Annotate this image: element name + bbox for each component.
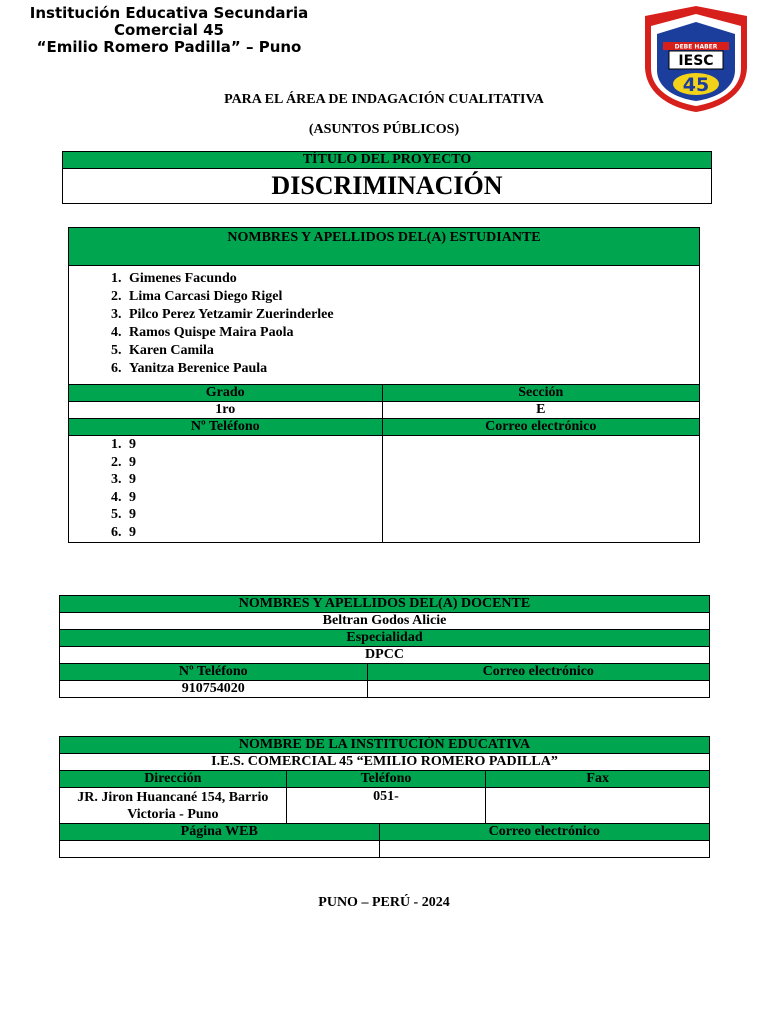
students-list <box>73 270 695 378</box>
teacher-email-label: Correo electrónico <box>367 664 709 681</box>
fax-value <box>486 788 710 824</box>
svg-text:45: 45 <box>682 74 710 96</box>
web-label: Página WEB <box>60 824 380 841</box>
area-title: PARA EL ÁREA DE INDAGACIÓN CUALITATIVA <box>224 92 544 107</box>
student-name: 3. Pilco Perez Yetzamir Zuerinderlee <box>125 306 695 324</box>
institution-header-line1: Institución Educativa Secundaria <box>29 5 309 22</box>
student-phone: 6. 9 <box>125 524 378 542</box>
institution-phone-value: 051- <box>286 788 486 824</box>
student-phones-list <box>73 436 378 542</box>
institution-header-line2: Comercial 45 <box>114 21 224 39</box>
student-phone: 3. 9 <box>125 471 378 489</box>
section-label: Sección <box>382 385 700 402</box>
grade-label: Grado <box>69 385 383 402</box>
student-phone-label: Nº Teléfono <box>69 419 383 436</box>
student-phone: 5. 9 <box>125 506 378 524</box>
teacher-table <box>59 595 710 698</box>
institution-table <box>59 736 710 858</box>
address-value: JR. Jiron Huancané 154, Barrio Victoria - Puno <box>60 788 287 824</box>
address-label: Dirección <box>60 771 287 788</box>
student-emails-cell <box>382 436 700 543</box>
student-phone: 1. 9 <box>125 436 378 454</box>
institution-name: I.E.S. COMERCIAL 45 “EMILIO ROMERO PADILLA” <box>60 754 710 771</box>
student-name: 2. Lima Carcasi Diego Rigel <box>125 288 695 306</box>
footer: PUNO – PERÚ - 2024 <box>318 895 450 910</box>
student-phones-cell <box>69 436 383 543</box>
svg-text:DEBE HABER: DEBE HABER <box>674 43 718 51</box>
institution-email-value <box>379 841 709 858</box>
students-list-cell <box>69 266 700 385</box>
fax-label: Fax <box>486 771 710 788</box>
institution-header-line3: “Emilio Romero Padilla” – Puno <box>36 38 302 55</box>
institution-phone-label: Teléfono <box>286 771 486 788</box>
student-name: 5. Karen Camila <box>125 342 695 360</box>
students-header: NOMBRES Y APELLIDOS DEL(A) ESTUDIANTE <box>69 228 700 266</box>
institution-email-label: Correo electrónico <box>379 824 709 841</box>
teacher-header: NOMBRES Y APELLIDOS DEL(A) DOCENTE <box>60 596 710 613</box>
specialty-label: Especialidad <box>60 630 710 647</box>
student-email-label: Correo electrónico <box>382 419 700 436</box>
project-table <box>62 151 712 204</box>
area-subtitle: (ASUNTOS PÚBLICOS) <box>308 122 460 137</box>
student-phone: 2. 9 <box>125 454 378 472</box>
project-label: TÍTULO DEL PROYECTO <box>63 152 712 169</box>
student-name: 1. Gimenes Facundo <box>125 270 695 288</box>
svg-text:IESC: IESC <box>678 53 714 69</box>
web-value <box>60 841 380 858</box>
student-name: 6. Yanitza Berenice Paula <box>125 360 695 378</box>
teacher-name: Beltran Godos Alicie <box>60 613 710 630</box>
students-table <box>68 227 700 543</box>
specialty-value: DPCC <box>60 647 710 664</box>
institution-header <box>8 5 330 55</box>
teacher-phone-label: Nº Teléfono <box>60 664 368 681</box>
project-title: DISCRIMINACIÓN <box>63 169 712 204</box>
section-value: E <box>382 402 700 419</box>
institution-header: NOMBRE DE LA INSTITUCIÓN EDUCATIVA <box>60 737 710 754</box>
student-phone: 4. 9 <box>125 489 378 507</box>
grade-value: 1ro <box>69 402 383 419</box>
student-name: 4. Ramos Quispe Maira Paola <box>125 324 695 342</box>
teacher-phone-value: 910754020 <box>60 681 368 698</box>
teacher-email-value <box>367 681 709 698</box>
